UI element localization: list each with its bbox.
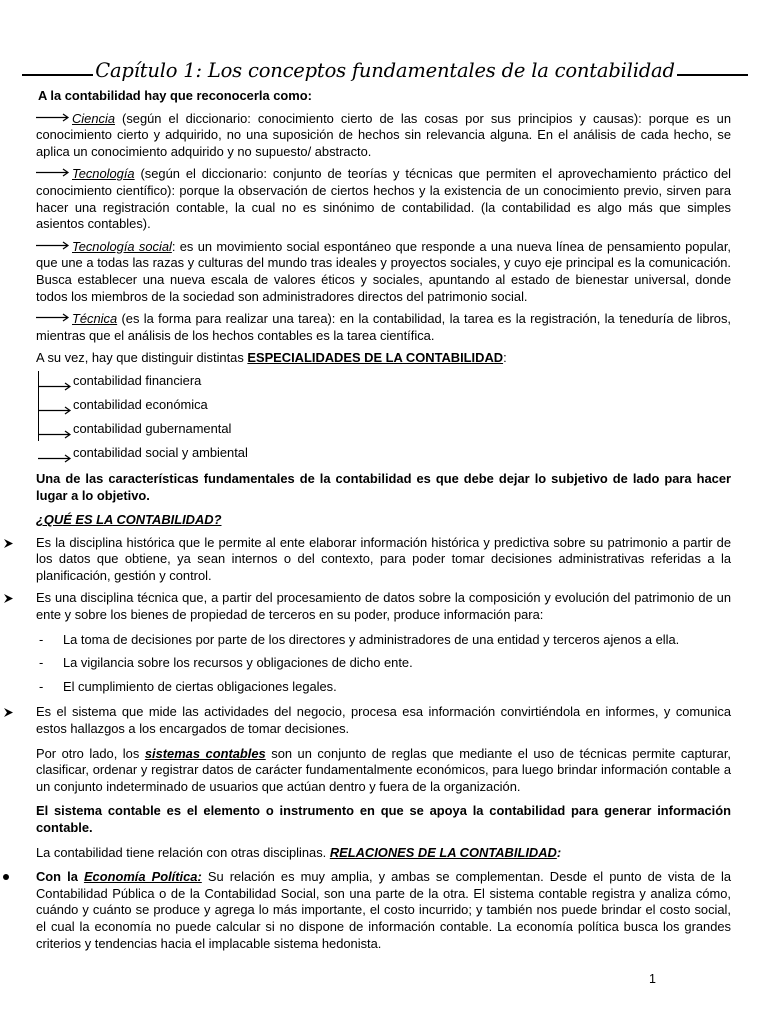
bullet-text: Es el sistema que mide las actividades del negocio, procesa esa información convirtiéndola en informes, y comunica estos hallazgos a los encargados de tomar decisiones. — [36, 704, 731, 737]
document-body — [36, 88, 731, 952]
list-item — [36, 417, 731, 441]
definition-text: (es la forma para realizar una tarea): en la contabilidad, la tarea es la registración, la teneduría de libros, mientras que el análisis de los hechos contables es la tarea científica. — [36, 311, 731, 343]
definition-text: : es un movimiento social espontáneo que responde a una nueva línea de pensamiento popular, que une a todas las razas y culturas del mundo tras ideales y proyectos sociales, y cuyo eje principal es la comunicación. Busca establecer una nueva escala de valores éticos y sociales, apuntando al estado de bienestar universal, donde todos los miembros de la sociedad son administradores directos del patrimonio social. — [36, 238, 732, 304]
definition-tecnologia — [36, 166, 731, 232]
relations-intro-text: La contabilidad tiene relación con otras disciplinas. — [36, 844, 330, 860]
bullet-item — [36, 590, 731, 623]
definition-term: Tecnología — [72, 166, 135, 182]
chapter-title — [22, 46, 748, 82]
arrow-right-icon — [36, 168, 70, 177]
specialties-intro-text: A su vez, hay que distinguir distintas — [36, 350, 248, 366]
dash-item-text: La toma de decisiones por parte de los directores y administradores de una entidad y terceros ajenos a ella. — [63, 631, 680, 647]
list-item — [36, 393, 731, 417]
economy-term: Economía Política: — [83, 869, 202, 885]
page-number: 1 — [649, 972, 656, 986]
specialty-label: contabilidad social y ambiental — [73, 444, 248, 460]
definition-ciencia — [36, 111, 731, 161]
list-item — [36, 679, 731, 696]
arrowhead-bullet-icon — [3, 538, 14, 549]
question-heading: ¿QUÉ ES LA CONTABILIDAD? — [36, 512, 222, 528]
dash-marker: - — [39, 631, 44, 647]
bullet-text: Es una disciplina técnica que, a partir del procesamiento de datos sobre la composición y evolución del patrimonio de un ente y sobre los bienes de propiedad de terceros en su poder, produce información para: — [36, 590, 731, 623]
bullet-dot-icon — [3, 874, 9, 880]
relation-economia-politica — [36, 869, 731, 952]
economy-pre: Con la — [36, 869, 84, 885]
arrow-right-icon — [36, 113, 70, 122]
chapter-title-text: Capítulo 1: Los conceptos fundamentales de la contabilidad — [95, 59, 675, 82]
list-item — [36, 632, 731, 649]
bullet-item — [36, 535, 731, 585]
specialties-colon: : — [503, 350, 507, 366]
list-item — [36, 655, 731, 672]
definition-text: (según el diccionario: conjunto de teorías y técnicas que permiten el aprovechamiento práctico del conocimiento científico): porque la observación de ciertos hechos y la existencia de un conocimiento previo, sirven para hacer una registración contable, la cual no es sinónimo de contabilidad. (la contabilidad es algo más que simples asientos contables). — [36, 166, 731, 232]
definition-term: Ciencia — [72, 110, 115, 126]
systems-pre-text: Por otro lado, los — [36, 745, 145, 761]
dash-marker: - — [39, 655, 44, 671]
definition-text: (según el diccionario: conocimiento cierto de las cosas por sus principios y causas): porque es un conocimiento cierto y adquirido, no una suposición de hechos sin relevancia alguna. En el análisis de cada hecho, se aplica un conocimiento adquirido y no supuesto/ abstracto. — [36, 110, 731, 159]
relations-colon: : — [556, 844, 562, 860]
definition-term: Tecnología social — [72, 238, 172, 254]
dash-item-text: El cumplimiento de ciertas obligaciones legales. — [63, 678, 337, 694]
dash-item-text: La vigilancia sobre los recursos y obligaciones de dicho ente. — [63, 655, 413, 671]
key-statement: Una de las características fundamentales de la contabilidad es que debe dejar lo subjetivo de lado para hacer lugar a lo objetivo. — [36, 470, 731, 503]
systems-post-text: son un conjunto de reglas que mediante el uso de técnicas permite capturar, clasificar, ordenar y registrar datos de carácter fundamentalmente económicos, para luego brindar información contable a un conjunto indeterminado de usuarios que actúan dentro y fuera de la organización. — [36, 745, 732, 794]
arrow-right-icon — [38, 423, 72, 432]
specialty-label: contabilidad gubernamental — [73, 420, 232, 436]
relations-heading: RELACIONES DE LA CONTABILIDAD — [329, 844, 557, 860]
list-item — [36, 369, 731, 393]
definition-tecnica — [36, 311, 731, 344]
system-statement: El sistema contable es el elemento o instrumento en que se apoya la contabilidad para generar información contable. — [36, 803, 731, 835]
systems-paragraph — [36, 746, 731, 796]
arrow-right-icon — [36, 241, 70, 250]
systems-term: sistemas contables — [144, 745, 266, 761]
arrow-right-icon — [38, 447, 72, 456]
specialties-intro — [36, 350, 731, 367]
economy-text: Su relación es muy amplia, y ambas se complementan. Desde el punto de vista de la Contabilidad Pública o de la Contabilidad Social, son una parte de la otra. El sistema contable registra y analiza cómo, cuándo y cuánto se produce y agrega lo más importante, el costo incurrido; y también nos puede brindar el costo social, el cual la economía no puede calcular si no dispone de información contable. La economía política busca los grandes criterios y tendencias hacia el implacable sistema hedonista. — [36, 869, 731, 951]
specialties-heading: ESPECIALIDADES DE LA CONTABILIDAD — [247, 350, 504, 366]
relations-intro — [36, 845, 731, 862]
title-rule-right — [677, 74, 748, 76]
specialty-label: contabilidad financiera — [73, 372, 202, 388]
list-item — [36, 441, 731, 465]
title-rule-left — [22, 74, 93, 76]
bullet-item — [36, 704, 731, 737]
specialties-tree — [36, 369, 731, 465]
arrow-right-icon — [38, 399, 72, 408]
definition-tecnologia-social — [36, 239, 731, 305]
arrowhead-bullet-icon — [3, 593, 14, 604]
specialty-label: contabilidad económica — [73, 396, 208, 412]
dash-marker: - — [39, 678, 44, 694]
bullet-text: Es la disciplina histórica que le permite al ente elaborar información histórica y predictiva sobre su patrimonio a partir de los datos que obtiene, ya sean internos o del contexto, para poder tomar decisiones administrativas referidas a la planificación, gestión y control. — [36, 534, 731, 583]
arrowhead-bullet-icon — [3, 707, 14, 718]
intro-heading: A la contabilidad hay que reconocerla como: — [38, 88, 312, 103]
arrow-right-icon — [38, 375, 72, 384]
definition-term: Técnica — [72, 311, 118, 327]
arrow-right-icon — [36, 313, 70, 322]
